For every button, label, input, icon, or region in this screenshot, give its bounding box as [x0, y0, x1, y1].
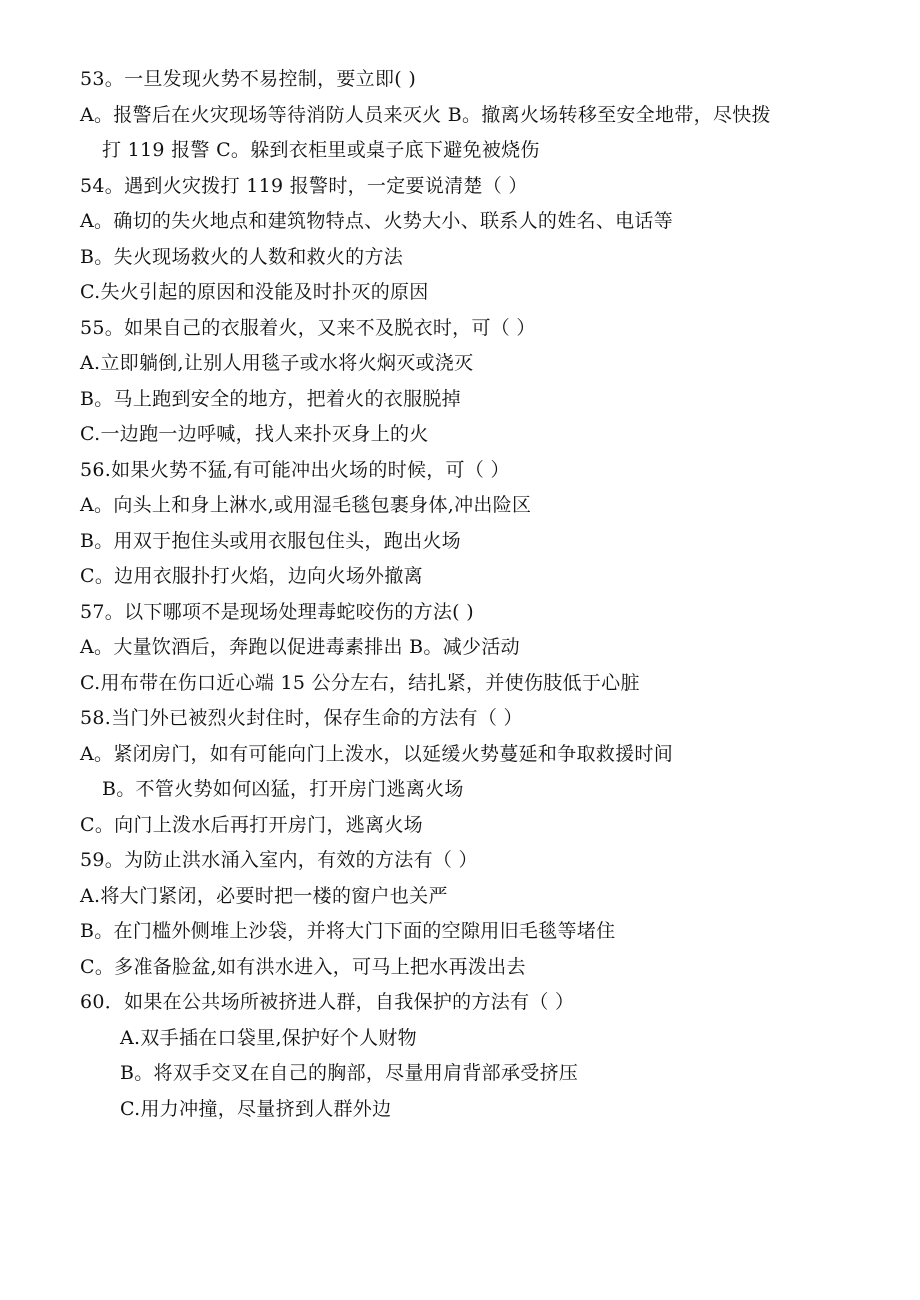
text-line: C。边用衣服扑打火焰，边向火场外撤离 — [80, 565, 423, 587]
text-line: B。失火现场救火的人数和救火的方法 — [80, 245, 404, 268]
text-line: A。报警后在火灾现场等待消防人员来灭火 B。撤离火场转移至安全地带，尽快拨 — [80, 103, 771, 126]
text-line: A。大量饮酒后，奔跑以促进毒素排出 B。减少活动 — [80, 636, 520, 658]
text-line: B。不管火势如何凶猛，打开房门逃离火场 — [102, 778, 464, 800]
text-line: A。确切的失火地点和建筑物特点、火势大小、联系人的姓名、电话等 — [80, 210, 674, 232]
text-line: 57。以下哪项不是现场处理毒蛇咬伤的方法( ) — [80, 600, 474, 623]
text-line: 53。一旦发现火势不易控制，要立即( ) — [80, 68, 417, 90]
text-line: B。在门槛外侧堆上沙袋，并将大门下面的空隙用旧毛毯等堵住 — [80, 920, 616, 942]
text-line: A。向头上和身上淋水,或用湿毛毯包裹身体,冲出险区 — [80, 494, 532, 516]
document-page — [0, 62, 920, 1127]
text-line: A.双手插在口袋里,保护好个人财物 — [120, 1026, 417, 1049]
text-line: 55。如果自己的衣服着火，又来不及脱衣时，可（ ） — [80, 316, 536, 339]
text-line: B。用双于抱住头或用衣服包住头，跑出火场 — [80, 529, 461, 552]
text-line: B。将双手交叉在自己的胸部，尽量用肩背部承受挤压 — [120, 1062, 579, 1084]
text-line: C.一边跑一边呼喊，找人来扑灭身上的火 — [80, 423, 429, 445]
text-line: 59。为防止洪水涌入室内，有效的方法有（ ） — [80, 849, 478, 871]
text-line: 打 119 报警 C。躲到衣柜里或桌子底下避免被烧伤 — [102, 139, 540, 161]
text-line: C.用布带在伤口近心端 15 公分左右，结扎紧，并使伤肢低于心脏 — [80, 671, 640, 694]
text-line: C。向门上泼水后再打开房门，逃离火场 — [80, 813, 423, 836]
text-line: C。多准备脸盆,如有洪水进入，可马上把水再泼出去 — [80, 955, 526, 978]
text-line: B。马上跑到安全的地方，把着火的衣服脱掉 — [80, 387, 461, 410]
text-line: C.用力冲撞，尽量挤到人群外边 — [120, 1097, 392, 1120]
text-line: 56.如果火势不猛,有可能冲出火场的时候，可（ ） — [80, 458, 510, 481]
text-line: 60．如果在公共场所被挤进人群，自我保护的方法有（ ） — [80, 991, 575, 1013]
text-line: C.失火引起的原因和没能及时扑灭的原因 — [80, 281, 429, 303]
text-line: 58.当门外已被烈火封住时，保存生命的方法有（ ） — [80, 707, 523, 729]
text-line: A.立即躺倒,让别人用毯子或水将火焖灭或浇灭 — [80, 352, 474, 374]
text-line: 54。遇到火灾拨打 119 报警时，一定要说清楚（ ） — [80, 174, 528, 197]
question-list — [0, 62, 920, 1127]
text-line: A.将大门紧闭，必要时把一楼的窗户也关严 — [80, 884, 448, 907]
text-line: A。紧闭房门，如有可能向门上泼水，以延缓火势蔓延和争取救援时间 — [80, 742, 674, 765]
